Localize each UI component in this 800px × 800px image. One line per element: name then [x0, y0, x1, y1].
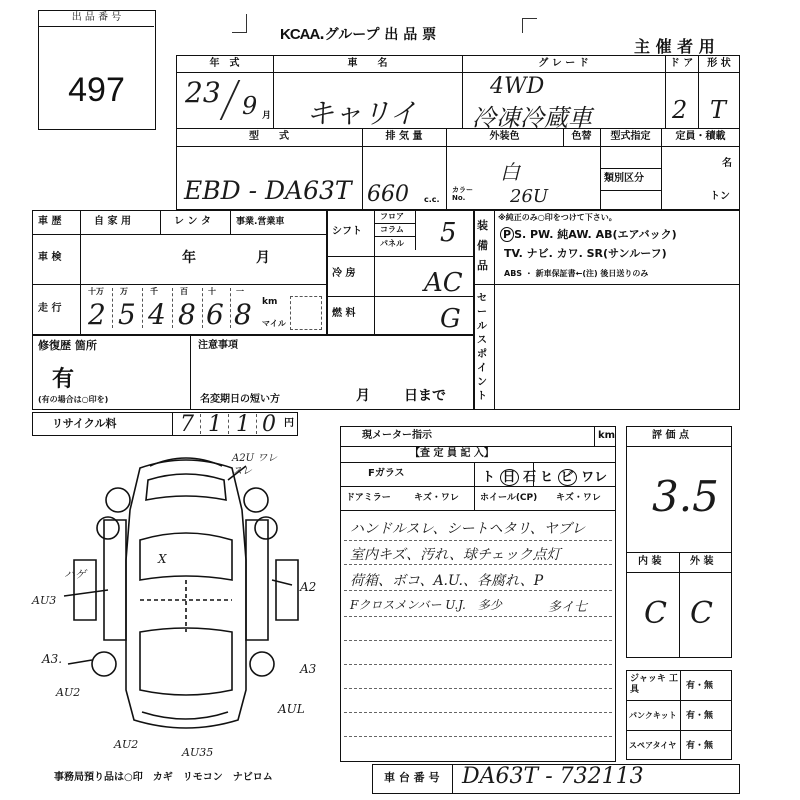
digit-label: 万 — [120, 287, 128, 296]
sales-point-label: セールスポイント — [477, 293, 487, 402]
exterior-color-value: 白 — [500, 160, 520, 184]
right-side-panel — [246, 520, 268, 640]
grade-label: グ レ ー ド — [538, 58, 589, 69]
f-glass-label: Fガラス — [368, 468, 405, 479]
front-bumper — [150, 458, 222, 466]
puncture-kit-label: パンクキット — [629, 711, 677, 720]
mileage-unit-box — [290, 296, 322, 330]
color-no-value: 26U — [510, 186, 549, 207]
equipment-label: 装備品 — [477, 219, 488, 272]
damage-rear-au2: AU2 — [114, 738, 139, 751]
history-label: 車 歴 — [38, 216, 62, 227]
interior-label: 内 装 — [638, 556, 662, 567]
wheel — [244, 488, 268, 512]
doors-value: 2 — [672, 96, 688, 124]
mirror-mark: キズ・ワレ — [414, 493, 459, 503]
note-line-tail: 多イ七 — [548, 600, 588, 615]
car-name-value: キャリイ — [306, 97, 418, 130]
wheel — [97, 517, 119, 539]
shape-label: 形 状 — [707, 58, 731, 69]
left-side-panel — [104, 520, 126, 640]
damage-right-a2: A2 — [300, 580, 317, 594]
digit-label: 一 — [236, 287, 244, 296]
recycle-digit: 1 — [208, 412, 222, 437]
organizer-label: 主 催 者 用 — [634, 37, 715, 56]
wheel — [250, 652, 274, 676]
inspection-month-unit: 月 — [256, 250, 270, 266]
recycle-label: リサイクル料 — [52, 417, 117, 430]
fuel-label: 燃 料 — [332, 308, 356, 319]
expiry-day-unit: 日まで — [404, 388, 446, 404]
spare-tire-availability: 有・無 — [686, 741, 714, 751]
lot-number-box — [38, 10, 156, 130]
spare-tire-label: スペアタイヤ — [629, 741, 677, 750]
corner-mark — [232, 14, 247, 33]
car-rear — [140, 628, 232, 695]
score-value: 3.5 — [652, 472, 719, 521]
inspection-label: 車 検 — [38, 252, 62, 263]
damage-roof-x: X — [158, 552, 167, 566]
brand-logo: KCAA — [280, 26, 320, 43]
damage-right-a3: A3 — [300, 662, 317, 676]
capacity-label: 定員・積載 — [675, 131, 726, 142]
cc-unit: c.c. — [424, 195, 440, 204]
shift-panel-option: パネル — [380, 239, 404, 248]
header-title: KCAA.グループ 出 品 票 — [280, 26, 437, 43]
mileage-digit: 8 — [178, 298, 196, 331]
month-unit: 月 — [262, 111, 272, 121]
type-designation-label: 型式指定 — [610, 131, 651, 142]
jack-availability: 有・無 — [686, 681, 714, 691]
chassis-number: DA63T - 732113 — [462, 764, 644, 789]
mileage-odometer — [84, 286, 260, 334]
damage-left-au2: AU2 — [56, 686, 81, 699]
person-unit: 名 — [722, 158, 732, 169]
jack-label: ジャッキ 工 具 — [630, 674, 678, 695]
rental-label: レ ン タ — [174, 216, 211, 227]
mileage-digit: 4 — [148, 298, 166, 331]
inspection-year-unit: 年 — [182, 250, 196, 266]
meter-km-unit: km — [598, 430, 616, 441]
wheel — [92, 652, 116, 676]
color-no-label: カラー No. — [452, 186, 473, 202]
meter-label: 現メーター指示 — [362, 430, 432, 441]
damage-front-right: A2U ワレ スレ — [232, 453, 278, 477]
shift-label: シフト — [332, 226, 362, 237]
digit-label: 千 — [150, 287, 158, 296]
lot-number-label: 出 品 番 号 — [71, 12, 122, 23]
class-category-label: 類別区分 — [604, 173, 644, 184]
grade-value-line1: 4WD — [490, 74, 545, 99]
damage-left-a3: A3. — [42, 652, 63, 666]
shape-value: T — [710, 96, 727, 124]
fuel-value: G — [440, 304, 461, 334]
equipment-note: ※純正のみ○印をつけて下さい。 — [498, 213, 617, 222]
wheel-label: ホイール(CP) — [480, 493, 538, 503]
f-glass-marks-2: ヒ ビ ワレ — [540, 470, 608, 485]
power-steering-circled: P — [500, 227, 514, 242]
mileage-digit: 5 — [118, 298, 136, 331]
color-no-change-label: 色替 — [571, 131, 592, 142]
mileage-digit: 2 — [88, 298, 106, 331]
repair-label: 修復歴 箇所 — [38, 339, 97, 352]
damage-left-au3: AU3 — [32, 594, 57, 607]
digit-label: 十 — [208, 287, 216, 296]
mirror-label: ドアミラー — [346, 493, 391, 503]
puncture-kit-availability: 有・無 — [686, 711, 714, 721]
exterior-grade: C — [690, 596, 713, 631]
rear-bumper — [142, 712, 228, 719]
note-line: Fクロスメンバー U.J. 多少 — [350, 598, 502, 612]
corner-mark — [522, 18, 537, 33]
note-line: ハンドルスレ、シートヘタリ、ヤブレ — [350, 521, 586, 537]
car-cabin — [140, 533, 232, 580]
private-label: 自 家 用 — [94, 216, 131, 227]
damage-rear-au35: AU35 — [182, 746, 214, 759]
digit-label: 十万 — [88, 287, 104, 296]
ac-value: AC — [424, 268, 463, 298]
recycle-digit: 0 — [262, 412, 276, 437]
right-outer-panel — [276, 560, 298, 620]
model-label: 型 式 — [249, 131, 289, 142]
chassis-label: 車 台 番 号 — [384, 771, 440, 784]
expiry-month-unit: 月 — [356, 388, 370, 404]
car-name-label: 車 名 — [347, 58, 388, 69]
exterior-label: 外 装 — [690, 556, 714, 567]
mileage-digit: 8 — [234, 298, 252, 331]
equipment-line2: TV. ナビ. カワ. SR(サンルーフ) — [504, 247, 667, 260]
short-expiry-label: 名変期日の短い方 — [200, 394, 280, 405]
digit-label: 百 — [180, 287, 188, 296]
year-value: 23 — [185, 76, 221, 109]
km-label: km — [262, 297, 278, 307]
grade-value-line2: 冷凍冷蔵車 — [472, 104, 592, 132]
damage-right-aul: AUL — [278, 702, 305, 716]
wheel — [106, 488, 130, 512]
ton-unit: トン — [710, 191, 730, 202]
shift-value: 5 — [440, 218, 457, 248]
month-value: 9 — [242, 92, 258, 120]
office-items-note: 事務局預り品は○印 カギ リモコン ナビロム — [54, 772, 273, 783]
repair-note: (有の場合は○印を) — [38, 395, 109, 404]
model-value: EBD - DA63T — [184, 176, 352, 205]
ac-label: 冷 房 — [332, 268, 356, 279]
doors-label: ド ア — [669, 58, 694, 69]
yen-unit: 円 — [284, 418, 294, 429]
displacement-label: 排 気 量 — [385, 131, 423, 142]
recycle-digit: 7 — [180, 412, 194, 437]
car-hood — [146, 474, 226, 500]
note-line: 荷箱、ボコ、A.U.、各腐れ、P — [350, 573, 544, 589]
lot-number: 497 — [68, 71, 125, 109]
year-label: 年 式 — [209, 58, 240, 69]
mileage-label: 走 行 — [38, 303, 62, 314]
exterior-color-label: 外装色 — [489, 131, 520, 142]
wheel-mark: キズ・ワレ — [556, 493, 601, 503]
interior-grade: C — [644, 596, 667, 631]
inspector-header: 【査 定 員 記 入】 — [410, 448, 494, 459]
wheel — [255, 517, 277, 539]
shift-floor-option: フロア — [380, 212, 404, 221]
damage-left-hage: ハゲ — [64, 568, 86, 581]
business-label: 事業.営業車 — [236, 217, 285, 227]
score-label: 評 価 点 — [652, 430, 689, 441]
repair-value: 有 — [52, 367, 75, 392]
displacement-value: 660 — [367, 182, 409, 207]
recycle-digit: 1 — [236, 412, 250, 437]
f-glass-marks-1: ト 日 石 — [482, 470, 537, 485]
shift-column-option: コラム — [380, 225, 404, 234]
mileage-digit: 6 — [206, 298, 224, 331]
mile-label: マイル — [262, 319, 286, 328]
caution-label: 注意事項 — [198, 340, 238, 351]
note-line: 室内キズ、汚れ、球チェック点灯 — [350, 547, 561, 563]
equipment-line3: ABS ・ 新車保証書←(注) 後日送りのみ — [504, 269, 649, 278]
car-body-outline — [126, 460, 246, 728]
equipment-line1: P S. PW. 純AW. AB(エアバック) — [500, 226, 677, 242]
